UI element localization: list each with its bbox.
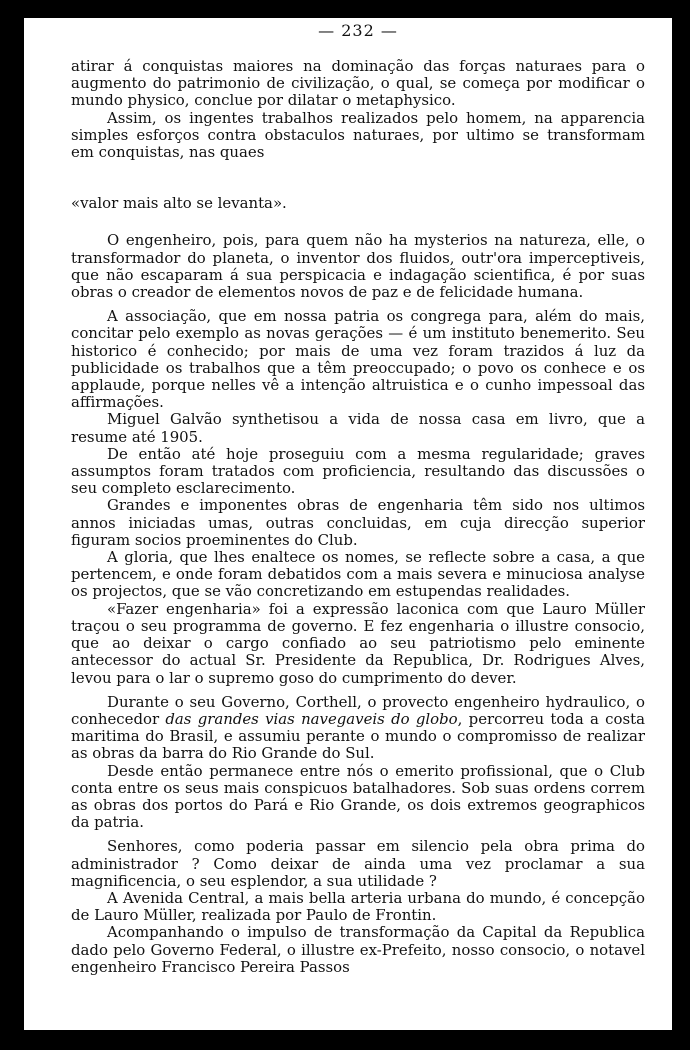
corthell-text-before: Durante o seu Governo, Corthell, o provecto engenheiro hydraulico, o conhecedor	[71, 692, 645, 728]
quotation: «valor mais alto se levanta».	[71, 194, 287, 213]
paragraph: O engenheiro, pois, para quem não ha mysterios na natureza, elle, o transformador do planeta, o inventor dos fluidos, outr'ora imperceptiveis, que não escaparam á sua perspicacia e indagação scientifica, é por suas obras o creador de elementos novos de paz e de felicidade humana.	[71, 231, 645, 302]
paragraph: Acompanhando o impulso de transformação da Capital da Republica dado pelo Governo Federal, o illustre ex-Prefeito, nosso consocio, o notavel engenheiro Francisco Pereira Passos	[71, 923, 645, 976]
page-number: — 232 —	[318, 21, 398, 40]
paragraph: Grandes e imponentes obras de engenharia têm sido nos ultimos annos iniciadas umas, outras concluidas, em cuja direcção superior figuram socios proeminentes do Club.	[71, 496, 645, 549]
paragraph: A associação, que em nossa patria os congrega para, além do mais, concitar pelo exemplo as novas gerações — é um instituto benemerito. Seu historico é conhecido; por mais de uma vez foram trazidos á luz da publicidade os trabalhos que a têm preoccupado; o povo os conhece e os applaude, porque nelles vê a intenção altruistica e o cunho impessoal das affirmações.	[71, 307, 645, 412]
paragraph: atirar á conquistas maiores na dominação das forças naturaes para o augmento do patrimonio de civilização, o qual, se começa por modificar o mundo physico, conclue por dilatar o metaphysico.	[71, 57, 645, 110]
paragraph: De então até hoje proseguiu com a mesma regularidade; graves assumptos foram tratados com proficiencia, resultando das discussões o seu completo esclarecimento.	[71, 444, 645, 498]
paragraph: Miguel Galvão synthetisou a vida de nossa casa em livro, que a resume até 1905.	[71, 410, 645, 446]
paragraph: Desde então permanece entre nós o emerito profissional, que o Club conta entre os seus mais conspicuos batalhadores. Sob suas ordens correm as obras dos portos do Pará e Rio Grande, os dois extremos geographicos da patria.	[71, 761, 645, 832]
corthell-italic-phrase: das grandes vias navegaveis do globo	[165, 709, 458, 728]
corthell-text-after: , percorreu toda a costa maritima do Brasil, e assumiu perante o mundo o compromisso de realizar as obras da barra do Rio Grande do Sul.	[71, 709, 645, 763]
paragraph: Assim, os ingentes trabalhos realizados pelo homem, na apparencia simples esforços contra obstaculos naturaes, por ultimo se transformam em conquistas, nas quaes	[71, 108, 645, 162]
paragraph: «Fazer engenharia» foi a expressão laconica com que Lauro Müller traçou o seu programma de governo. E fez engenharia o illustre consocio, que ao deixar o cargo confiado ao seu patriotismo pelo eminente antecessor do actual Sr. Presidente da Republica, Dr. Rodrigues Alves, levou para o lar o supremo goso do cumprimento do dever.	[71, 599, 645, 687]
paragraph: A Avenida Central, a mais bella arteria urbana do mundo, é concepção de Lauro Müller, realizada por Paulo de Frontin.	[71, 888, 645, 925]
paragraph-corthell	[71, 694, 645, 763]
paragraph: Senhores, como poderia passar em silencio pela obra prima do administrador ? Como deixar de ainda uma vez proclamar a sua magnificencia, o seu esplendor, a sua utilidade ?	[71, 837, 645, 890]
document-page	[24, 18, 672, 1030]
paragraph: A gloria, que lhes enaltece os nomes, se reflecte sobre a casa, a que pertencem, e onde foram debatidos com a mais severa e minuciosa analyse os projectos, que se vão concretizando em estupendas realidades.	[71, 548, 645, 601]
